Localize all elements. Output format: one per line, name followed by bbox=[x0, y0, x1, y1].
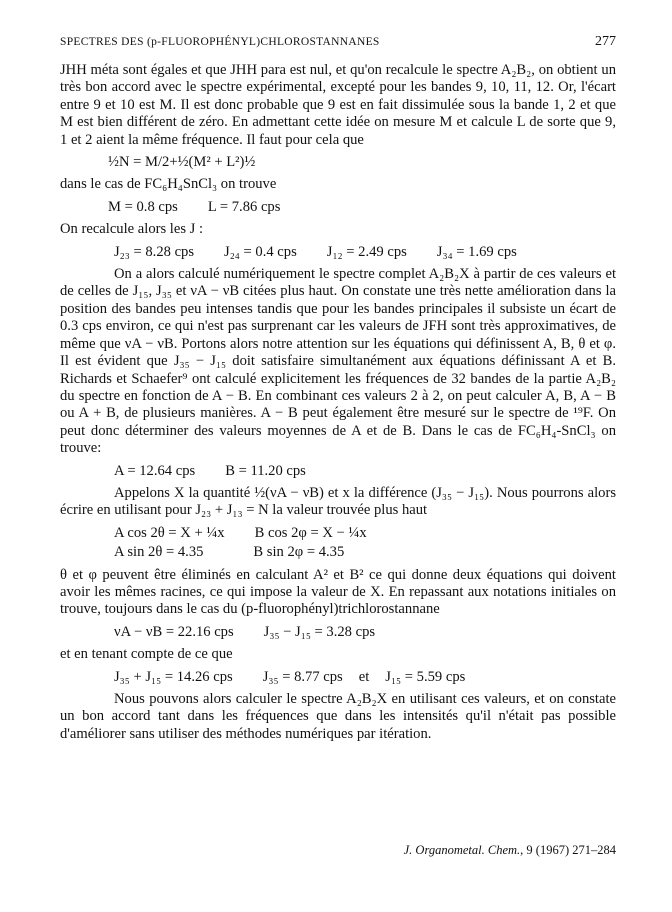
equation-j-sum bbox=[60, 669, 616, 686]
equation-m: M = 0.8 cps bbox=[108, 198, 178, 215]
equation-m-l bbox=[60, 199, 616, 216]
footer-volume: 9 (1967) 271–284 bbox=[526, 843, 616, 857]
equation-j-diff: J₃₅ − J₁₅ = 3.28 cps bbox=[263, 623, 376, 640]
journal-footer bbox=[404, 843, 616, 858]
paragraph-1: JHH méta sont égales et que JHH para est nul, et qu'on recalcule le spectre A₂B₂, on obtient un très bon accord avec le spectre expérimental, excepté pour les bandes 9, 10, 11, 12. Or, l'écart entre 9 et 10 est M. Il est donc probable que 9 est en fait dissimulée sous la bande 1, 2 et que M est bien différent de zéro. En admettant cette idée on mesure M et calcule L de sorte que 9, 1 et 2 aient la même fréquence. Il faut pour cela que bbox=[60, 62, 616, 148]
equation-j12: J₁₂ = 2.49 cps bbox=[326, 243, 407, 260]
equation-nu: νA − νB = 22.16 cps bbox=[114, 623, 234, 640]
equation-b-sin: B sin 2φ = 4.35 bbox=[253, 544, 345, 561]
paragraph-4: On a alors calculé numériquement le spectre complet A₂B₂X à partir de ces valeurs et de celles de J₁₅, J₃₅ et νA − νB citées plus haut. On constate une très nette amélioration dans la position des bandes peu intenses tandis que pour les bandes principales il subsiste un écart de 0.3 cps environ, ce qui n'est pas surprenant car les valeurs de JFH sont très approximatives, de même que νA − νB. Portons alors notre attention sur les équations qui définissent A, B, θ et φ. Il est évident que J₃₅ − J₁₅ doit satisfaire simultanément aux équations définissant A et B. Richards et Schaefer⁹ ont calculé explicitement les fréquences de 32 bandes de la partie A₂B₂ du spectre en fonction de A − B. En combinant ces valeurs 2 à 2, on peut calculer A, B, A − B ou A + B, de plusieurs manières. A − B peut également être mesuré sur le spectre de ¹⁹F. On peut donc déterminer des valeurs moyennes de A et de B. Dans le cas de FC₆H₄-SnCl₃ on trouve: bbox=[60, 266, 616, 457]
equation-b-cos: B cos 2φ = X − ¼x bbox=[254, 524, 367, 541]
paper-page bbox=[60, 34, 616, 743]
paragraph-3: On recalcule alors les J : bbox=[60, 221, 204, 238]
equation-cos bbox=[60, 525, 616, 542]
equation-nu-j bbox=[60, 624, 616, 641]
equation-j35: J₃₅ = 8.77 cps bbox=[262, 668, 343, 685]
equation-j-values bbox=[60, 244, 616, 261]
equation-j15: J₁₅ = 5.59 cps bbox=[385, 668, 466, 685]
equation-l: L = 7.86 cps bbox=[207, 198, 281, 215]
running-title: SPECTRES DES (p-FLUOROPHÉNYL)CHLOROSTANNANES bbox=[60, 36, 380, 48]
equation-j34: J₃₄ = 1.69 cps bbox=[436, 243, 517, 260]
paragraph-5: Appelons X la quantité ½(νA − νB) et x la différence (J₃₅ − J₁₅). Nous pourrons alors écrire en utilisant pour J₂₃ + J₁₃ = N la valeur trouvée plus haut bbox=[60, 484, 616, 519]
paragraph-8: Nous pouvons alors calculer le spectre A₂B₂X en utilisant ces valeurs, et on constate un bon accord tant dans les fréquences que dans les intensités qu'il n'était pas possible d'améliorer sans utiliser des méthodes numériques par itération. bbox=[60, 691, 616, 742]
paragraph-2: dans le cas de FC₆H₄SnCl₃ on trouve bbox=[60, 176, 277, 193]
footer-journal: J. Organometal. Chem., bbox=[403, 843, 524, 857]
equation-j24: J₂₄ = 0.4 cps bbox=[224, 243, 297, 260]
paragraph-6: θ et φ peuvent être éliminés en calculant A² et B² ce qui donne deux équations qui doivent avoir les mêmes racines, ce qui impose la valeur de X. En repassant aux notations initiales on trouve, toujours dans le cas du (p-fluorophényl)trichlorostannane bbox=[60, 566, 616, 618]
equation-b: B = 11.20 cps bbox=[225, 462, 306, 479]
page-number: 277 bbox=[595, 34, 616, 49]
equation-j23: J₂₃ = 8.28 cps bbox=[114, 243, 195, 260]
paragraph-7: et en tenant compte de ce que bbox=[60, 646, 233, 663]
equation-a-b bbox=[60, 463, 616, 480]
equation-sin bbox=[60, 544, 616, 561]
equation-n: ½N = M/2+½(M² + L²)½ bbox=[108, 154, 256, 171]
equation-a: A = 12.64 cps bbox=[114, 462, 196, 479]
running-header bbox=[60, 34, 616, 50]
equation-a-cos: A cos 2θ = X + ¼x bbox=[114, 524, 225, 541]
equation-a-sin: A sin 2θ = 4.35 bbox=[114, 544, 204, 561]
equation-and: et bbox=[358, 668, 370, 685]
equation-j-sum-value: J₃₅ + J₁₅ = 14.26 cps bbox=[114, 668, 233, 685]
